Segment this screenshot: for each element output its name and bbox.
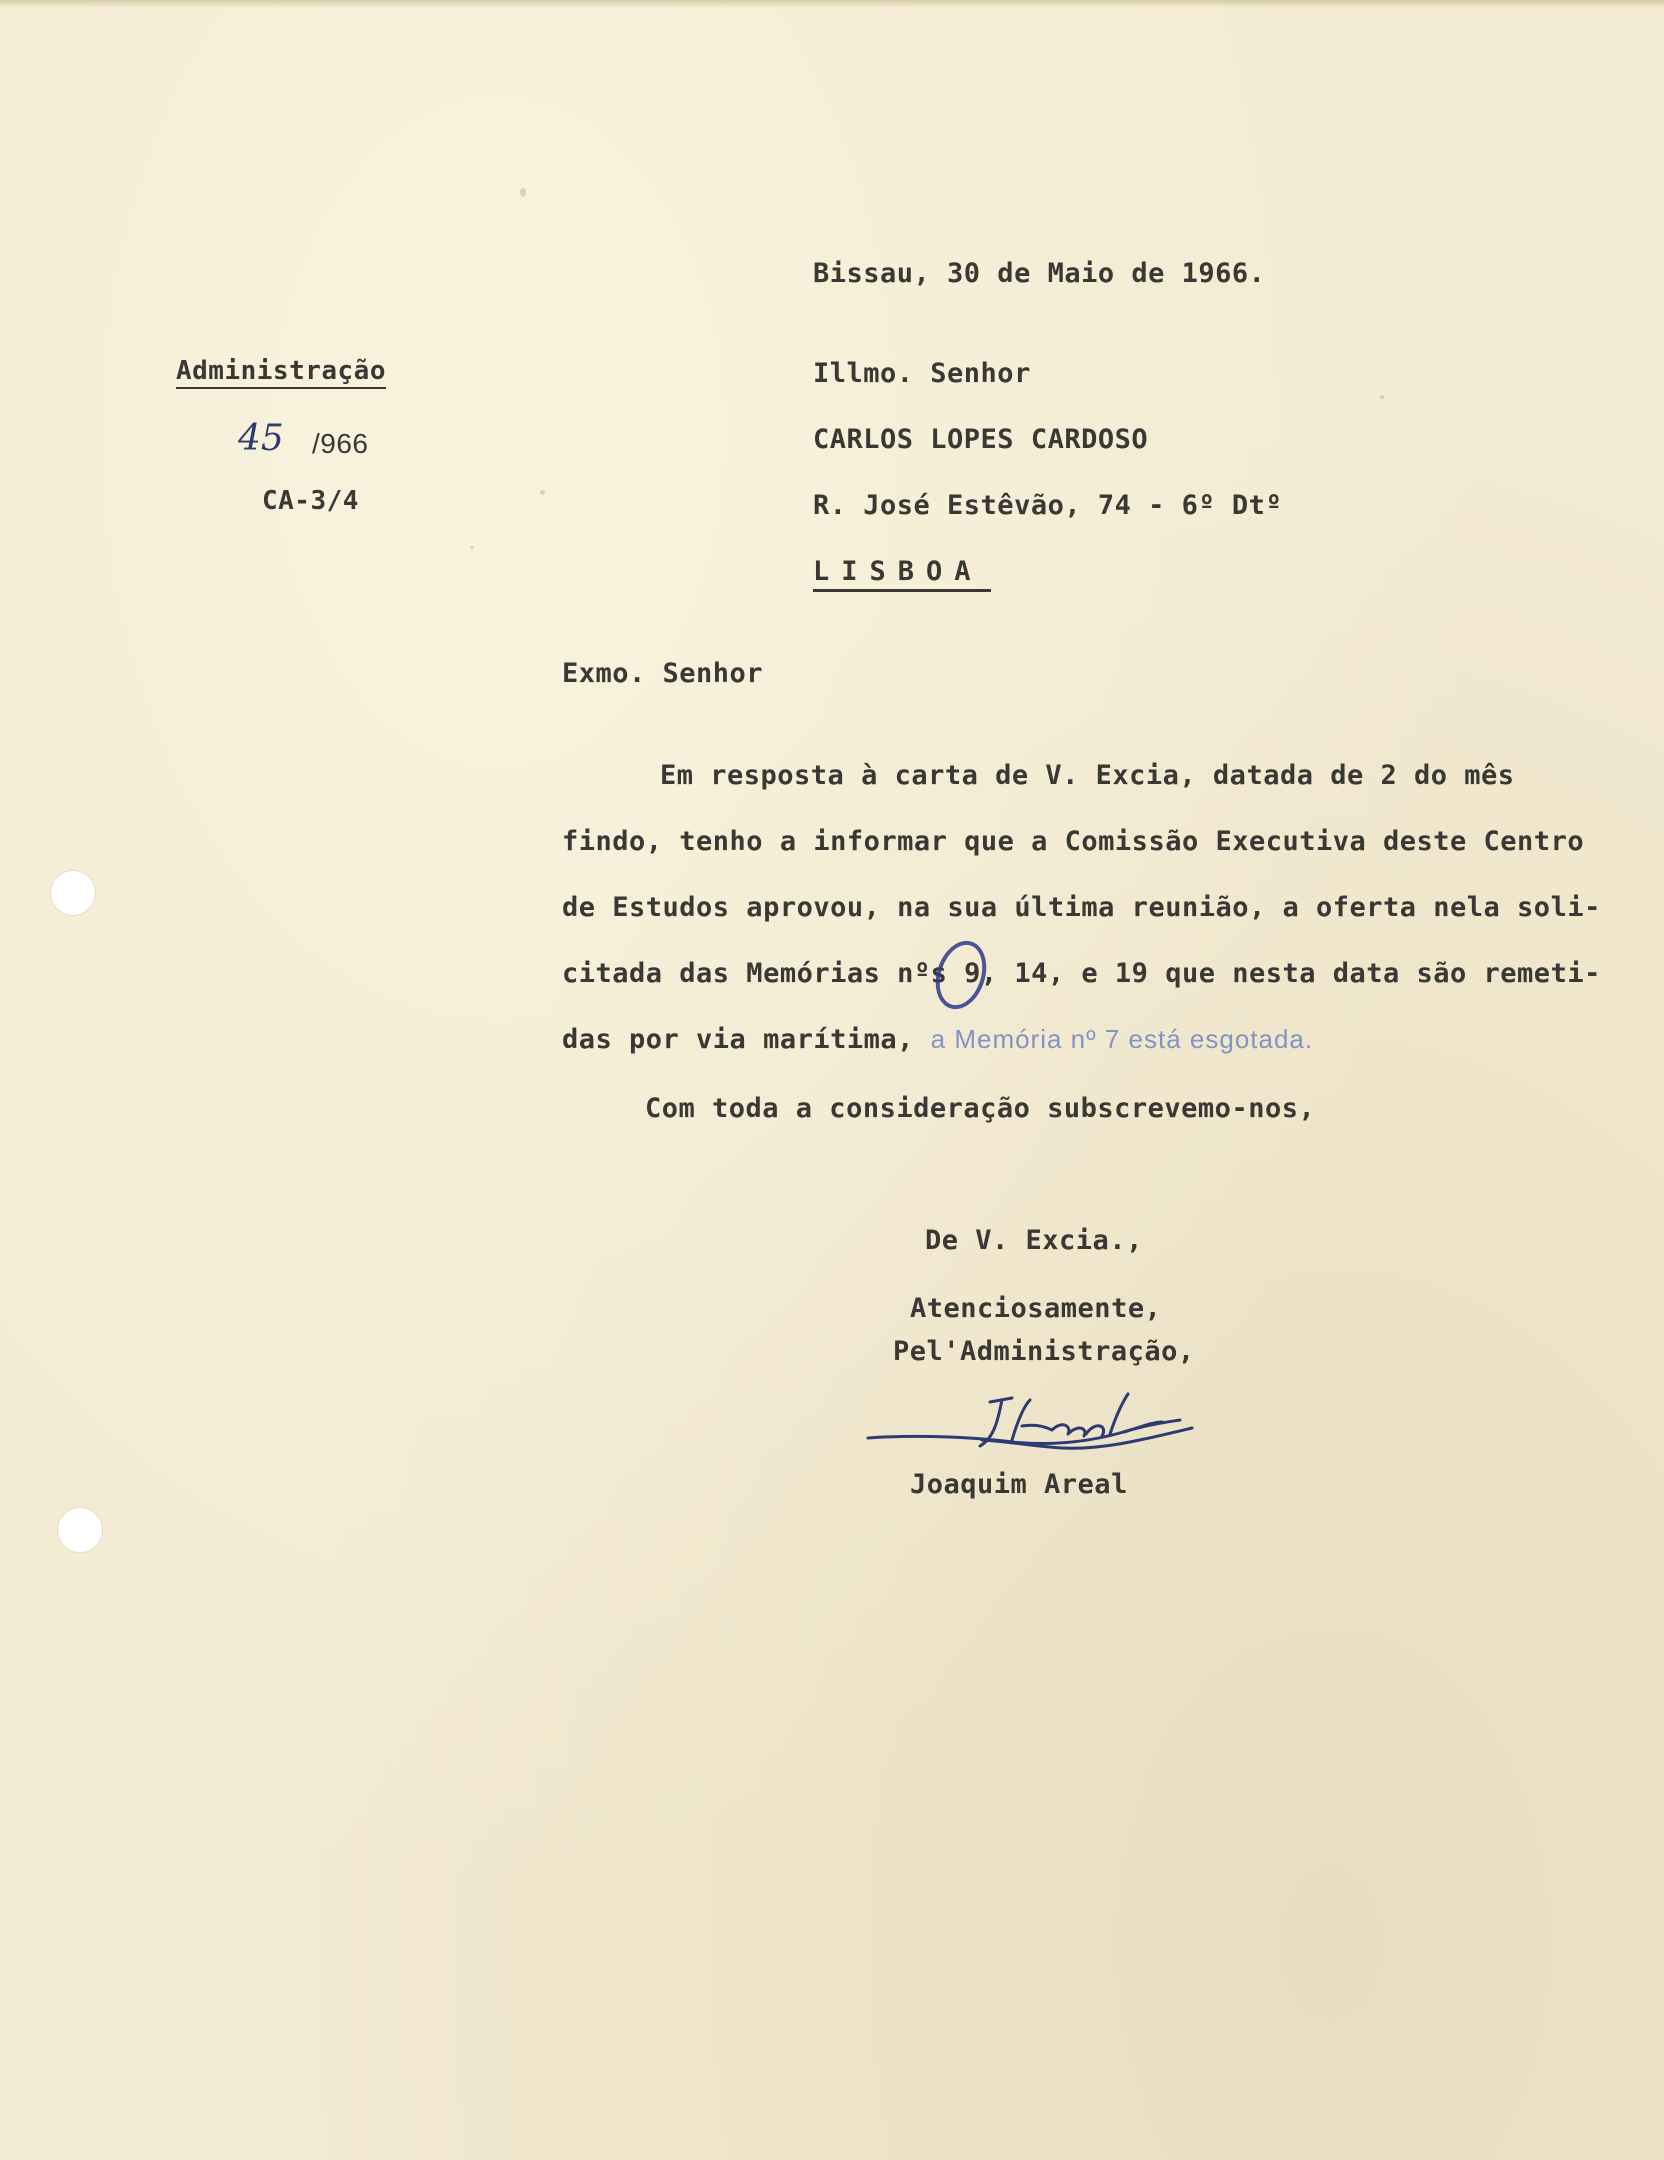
body-annotation: a Memória nº 7 está esgotada.: [930, 1024, 1314, 1054]
signature-stroke: [868, 1394, 1192, 1448]
body-line-5: [562, 1024, 1313, 1055]
reference-number-handwritten: 45: [238, 418, 284, 459]
reference-department: Administração: [176, 356, 386, 389]
body-line-3: de Estudos aprovou, na sua última reunião, a oferta nela soli-: [562, 892, 1601, 923]
handwritten-circle-mark: [927, 934, 994, 1015]
paper-speck: [470, 546, 474, 549]
body-line-4: citada das Memórias nºs 9, 14, e 19 que nesta data são remeti-: [562, 958, 1601, 989]
recipient-city: LISBOA: [813, 556, 991, 592]
recipient-street: R. José Estêvão, 74 - 6º Dtº: [813, 490, 1283, 521]
greeting: Exmo. Senhor: [562, 658, 764, 689]
recipient-name: CARLOS LOPES CARDOSO: [813, 424, 1149, 455]
place-date: Bissau, 30 de Maio de 1966.: [813, 258, 1266, 289]
closing-line: Com toda a consideração subscrevemo-nos,: [645, 1093, 1316, 1124]
regards-line-2: Atenciosamente,: [910, 1293, 1162, 1324]
signature: [862, 1380, 1202, 1480]
reference-year: /966: [312, 428, 369, 459]
regards-line-3: Pel'Administração,: [893, 1336, 1195, 1367]
punch-hole-top: [50, 870, 96, 916]
page-top-edge: [0, 0, 1664, 8]
regards-line-1: De V. Excia.,: [925, 1225, 1143, 1256]
paper-speck: [520, 188, 526, 197]
reference-code: CA-3/4: [262, 486, 359, 516]
paper-speck: [540, 490, 545, 495]
body-line-1: Em resposta à carta de V. Excia, datada de 2 do mês: [660, 760, 1515, 791]
body-line-5-text: das por via marítima,: [562, 1024, 914, 1055]
paper-speck: [1380, 395, 1384, 399]
recipient-salutation: Illmo. Senhor: [813, 358, 1031, 389]
signer-name: Joaquim Areal: [910, 1469, 1128, 1500]
punch-hole-bottom: [57, 1507, 103, 1553]
body-line-2: findo, tenho a informar que a Comissão Executiva deste Centro: [562, 826, 1585, 857]
